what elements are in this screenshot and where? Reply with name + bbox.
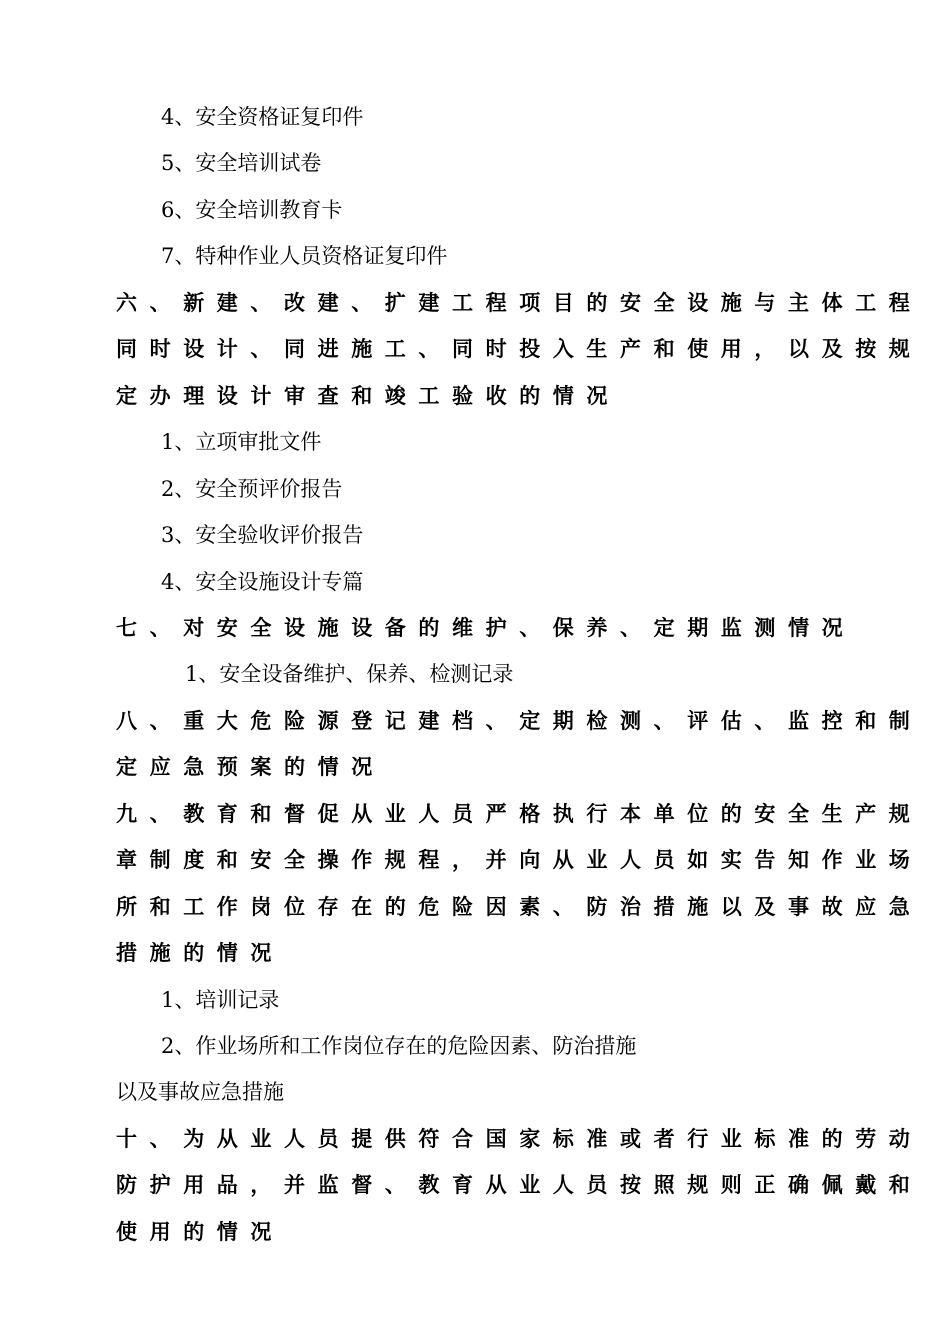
list-item: 7、特种作业人员资格证复印件: [161, 244, 448, 268]
section-heading: 六、新建、改建、扩建工程项目的安全设施与主体工程: [116, 291, 923, 315]
section-heading: 章制度和安全操作规程，并向从业人员如实告知作业场: [116, 848, 923, 872]
list-item: 6、安全培训教育卡: [161, 198, 343, 222]
list-item: 4、安全资格证复印件: [161, 105, 364, 129]
list-item-continuation: 以及事故应急措施: [116, 1080, 284, 1104]
list-item: 2、安全预评价报告: [161, 477, 343, 501]
section-heading: 定应急预案的情况: [116, 755, 385, 779]
section-heading: 十、为从业人员提供符合国家标准或者行业标准的劳动: [116, 1127, 923, 1151]
section-heading: 所和工作岗位存在的危险因素、防治措施以及事故应急: [116, 895, 923, 919]
list-item: 1、安全设备维护、保养、检测记录: [185, 662, 514, 686]
section-heading: 同时设计、同进施工、同时投入生产和使用，以及按规: [116, 337, 923, 361]
section-heading: 防护用品，并监督、教育从业人员按照规则正确佩戴和: [116, 1173, 923, 1197]
list-item: 1、立项审批文件: [161, 430, 322, 454]
section-heading: 定办理设计审查和竣工验收的情况: [116, 384, 620, 408]
section-heading: 措施的情况: [116, 941, 284, 965]
list-item: 5、安全培训试卷: [161, 151, 322, 175]
section-heading: 八、重大危险源登记建档、定期检测、评估、监控和制: [116, 709, 923, 733]
section-heading: 使用的情况: [116, 1220, 284, 1244]
list-item: 3、安全验收评价报告: [161, 523, 364, 547]
list-item: 2、作业场所和工作岗位存在的危险因素、防治措施: [161, 1034, 637, 1058]
section-heading: 九、教育和督促从业人员严格执行本单位的安全生产规: [116, 802, 923, 826]
section-heading: 七、对安全设施设备的维护、保养、定期监测情况: [116, 616, 856, 640]
list-item: 4、安全设施设计专篇: [161, 570, 364, 594]
list-item: 1、培训记录: [161, 988, 280, 1012]
